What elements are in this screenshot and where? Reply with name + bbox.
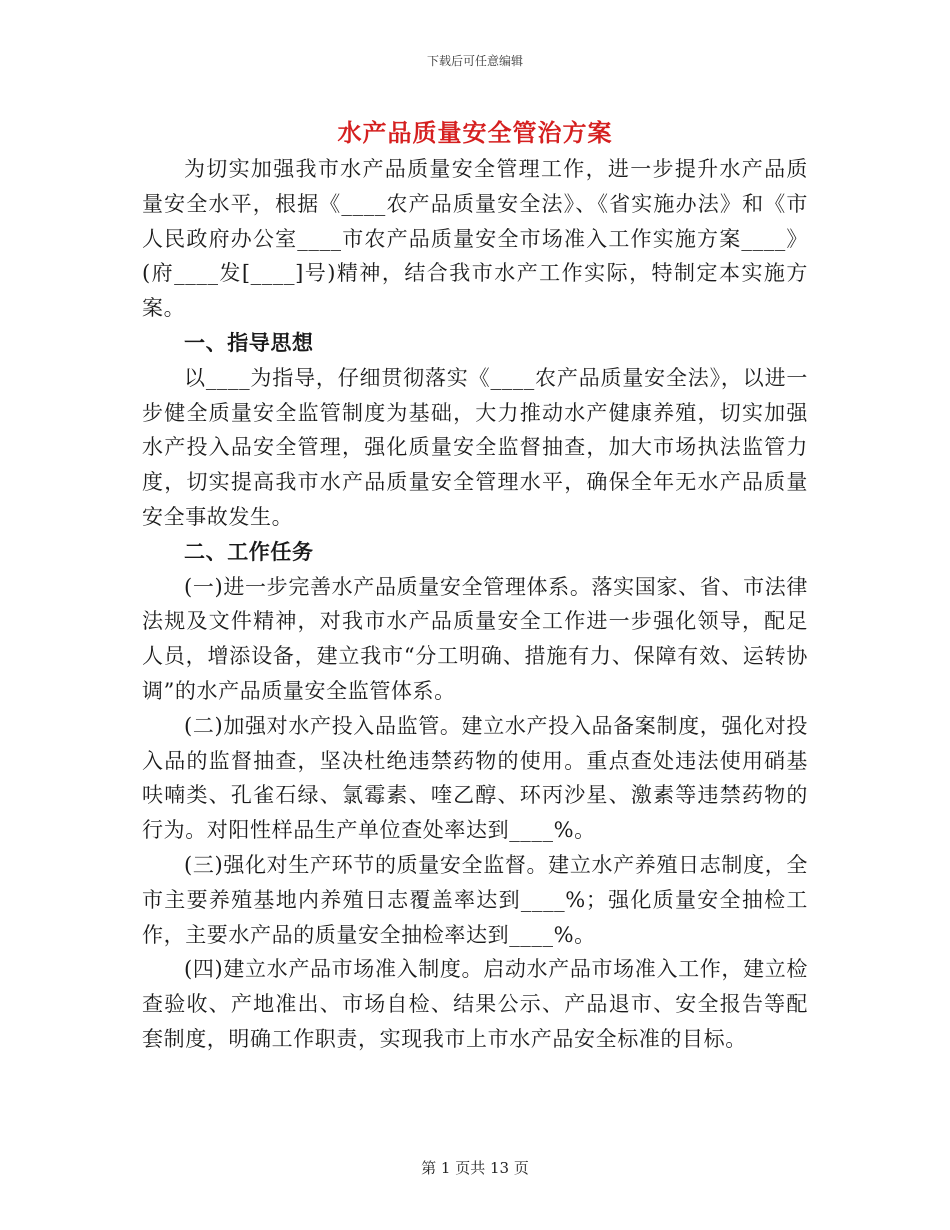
page-number-footer: 第 1 页共 13 页 (421, 1159, 529, 1177)
task-paragraph-4: (四)建立水产品市场准入制度。启动水产品市场准入工作，建立检查验收、产地准出、市场自检、结果公示、产品退市、安全报告等配套制度，明确工作职责，实现我市上市水产品安全标准的目标。 (142, 957, 808, 1051)
section-heading-guiding-ideology: 一、指导思想 (184, 329, 314, 355)
section-heading-work-tasks: 二、工作任务 (184, 538, 314, 564)
task-paragraph-2: (二)加强对水产投入品监管。建立水产投入品备案制度，强化对投入品的监督抽查，坚决杜绝违禁药物的使用。重点查处违法使用硝基呋喃类、孔雀石绿、氯霉素、喹乙醇、环丙沙星、激素等违禁药物的行为。对阳性样品生产单位查处率达到____%。 (142, 713, 808, 843)
guiding-ideology-paragraph: 以____为指导，仔细贯彻落实《____农产品质量安全法》，以进一步健全质量安全监管制度为基础，大力推动水产健康养殖，切实加强水产投入品安全管理，强化质量安全监督抽查，加大市场执法监管力度，切实提高我市水产品质量安全管理水平，确保全年无水产品质量安全事故发生。 (142, 365, 808, 529)
task-paragraph-3: (三)强化对生产环节的质量安全监督。建立水产养殖日志制度，全市主要养殖基地内养殖日志覆盖率达到____%；强化质量安全抽检工作，主要水产品的质量安全抽检率达到____%。 (142, 852, 808, 947)
page-header-note: 下载后可任意编辑 (426, 54, 523, 68)
intro-paragraph: 为切实加强我市水产品质量安全管理工作，进一步提升水产品质量安全水平，根据《____农产品质量安全法》、《省实施办法》和《市人民政府办公室____市农产品质量安全市场准入工作实施方案____》(府____发[____]号)精神，结合我市水产工作实际，特制定本实施方案。 (142, 157, 808, 321)
document-body (142, 152, 808, 1057)
document-title: 水产品质量安全管治方案 (337, 118, 613, 147)
task-paragraph-1: (一)进一步完善水产品质量安全管理体系。落实国家、省、市法律法规及文件精神，对我市水产品质量安全工作进一步强化领导，配足人员，增添设备，建立我市“分工明确、措施有力、保障有效、运转协调”的水产品质量安全监管体系。 (142, 574, 808, 703)
